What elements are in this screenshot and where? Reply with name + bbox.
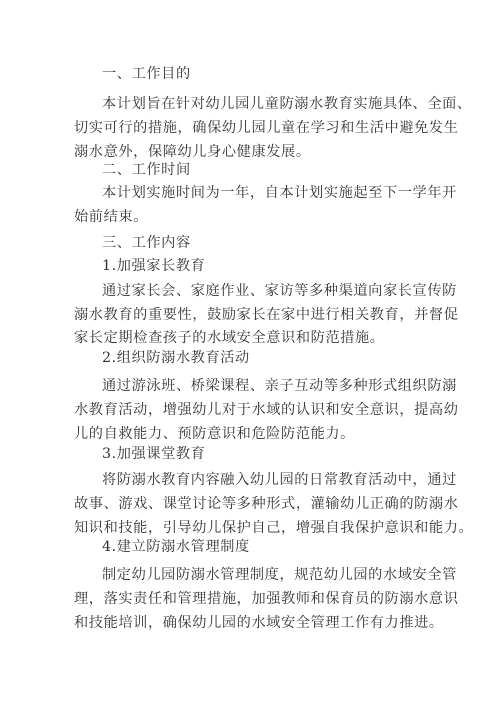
paragraph-line: 始前结束。 [74, 209, 148, 225]
section-heading-content: 三、工作内容 [102, 235, 191, 251]
paragraph-line: 通过游泳班、桥梁课程、亲子互动等多种形式组织防溺 [102, 378, 457, 394]
paragraph-line: 制定幼儿园防溺水管理制度，规范幼儿园的水域安全管 [102, 567, 457, 583]
section-heading-goal: 一、工作目的 [102, 66, 191, 82]
paragraph-line: 本计划实施时间为一年，自本计划实施起至下一学年开 [102, 185, 457, 201]
paragraph-line: 理，落实责任和管理措施，加强教师和保育员的防溺水意识 [74, 591, 459, 607]
paragraph-line: 通过家长会、家庭作业、家访等多种渠道向家长宣传防 [102, 283, 457, 299]
paragraph-line: 水教育活动，增强幼儿对于水域的认识和安全意识，提高幼 [74, 402, 459, 418]
paragraph-line: 本计划旨在针对幼儿园儿童防溺水教育实施具体、全面、 [102, 96, 472, 112]
paragraph-line: 家长定期检查孩子的水域安全意识和防范措施。 [74, 330, 385, 346]
paragraph-line: 和技能培训，确保幼儿园的水域安全管理工作有力推进。 [74, 615, 444, 631]
subheading-classroom: 3.加强课堂教育 [102, 446, 206, 462]
paragraph-line: 故事、游戏、课堂讨论等多种形式，灌输幼儿正确的防溺水 [74, 496, 459, 512]
paragraph-line: 将防溺水教育内容融入幼儿园的日常教育活动中，通过 [102, 472, 457, 488]
subheading-activities: 2.组织防溺水教育活动 [102, 350, 250, 366]
subheading-parent-education: 1.加强家长教育 [102, 258, 206, 274]
paragraph-line: 知识和技能，引导幼儿保护自己，增强自我保护意识和能力。 [74, 520, 474, 536]
paragraph-line: 溺水意外，保障幼儿身心健康发展。 [74, 144, 311, 160]
paragraph-line: 切实可行的措施，确保幼儿园儿童在学习和生活中避免发生 [74, 120, 459, 136]
subheading-management: 4.建立防溺水管理制度 [102, 539, 250, 555]
section-heading-time: 二、工作时间 [102, 162, 191, 178]
paragraph-line: 溺水教育的重要性，鼓励家长在家中进行相关教育，并督促 [74, 307, 459, 323]
paragraph-line: 儿的自救能力、预防意识和危险防范能力。 [74, 426, 355, 442]
